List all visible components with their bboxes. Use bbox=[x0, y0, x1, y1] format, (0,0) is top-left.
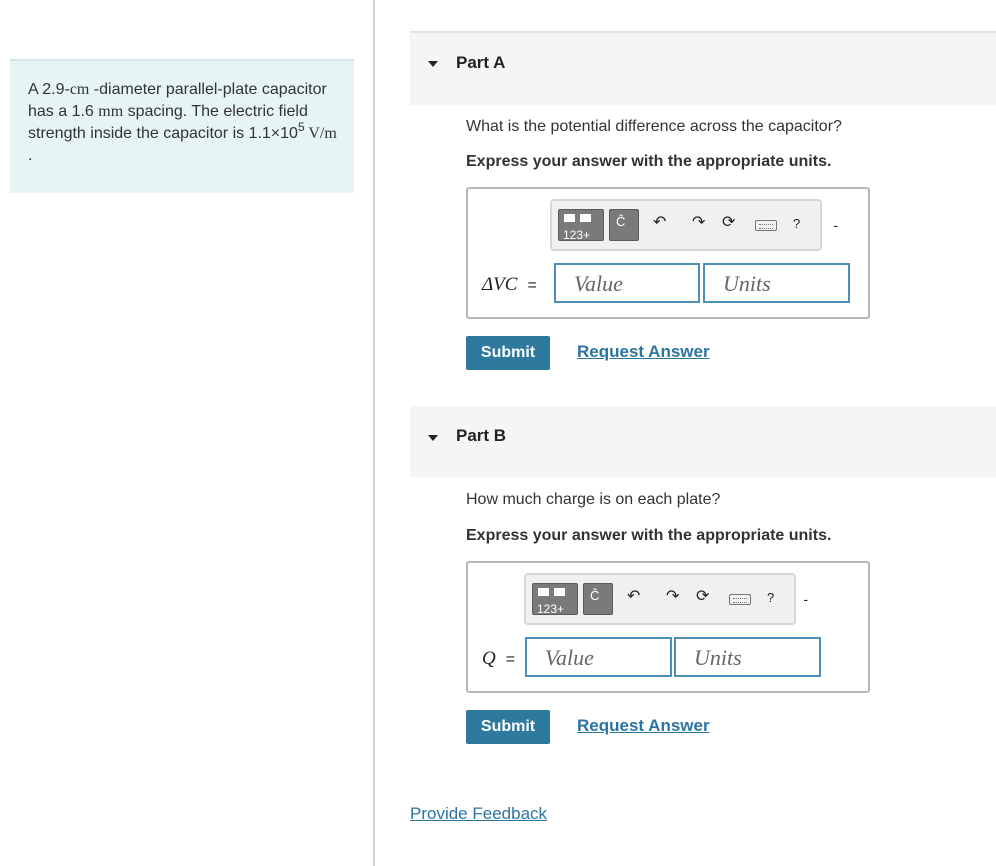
undo-icon[interactable]: ↶ bbox=[627, 588, 641, 605]
part-a-units-input[interactable]: Units bbox=[703, 263, 850, 303]
collapse-caret-icon[interactable] bbox=[428, 61, 438, 67]
redo-icon[interactable]: ↷ bbox=[692, 214, 706, 231]
greek-button[interactable] bbox=[609, 209, 639, 241]
templates-icon-part bbox=[580, 214, 591, 222]
templates-icon bbox=[538, 588, 549, 596]
part-a-instruction: Express your answer with the appropriate units. bbox=[466, 153, 832, 170]
greek-button[interactable] bbox=[583, 583, 613, 615]
part-b-submit-button[interactable]: Submit bbox=[466, 710, 550, 744]
greek-icon: Ĉ bbox=[616, 214, 626, 229]
problem-text-3: spacing. The electric field strength inside the capacitor is 1.1×10 bbox=[28, 103, 308, 142]
help-icon[interactable]: ? bbox=[793, 216, 801, 231]
templates-icon bbox=[564, 214, 575, 222]
part-a-variable-text: ΔVC bbox=[482, 274, 518, 295]
equals-sign: = bbox=[505, 651, 516, 668]
part-b-variable-text: Q bbox=[482, 648, 496, 669]
part-b-units-input[interactable]: Units bbox=[674, 637, 821, 677]
more-icon[interactable]: - bbox=[803, 591, 808, 607]
unit-vpm: V/m bbox=[304, 125, 337, 142]
templates-button[interactable] bbox=[558, 209, 604, 241]
part-a-header[interactable] bbox=[410, 31, 996, 105]
equals-sign: = bbox=[527, 277, 537, 294]
part-a-request-answer-link[interactable]: Request Answer bbox=[577, 342, 710, 361]
greek-icon: Ĉ bbox=[590, 588, 600, 603]
problem-text-2: -diameter parallel-plate capacitor has a 1.6 bbox=[28, 81, 327, 120]
part-b-answer-box bbox=[466, 561, 870, 693]
part-a-math-toolbar bbox=[550, 199, 822, 251]
keyboard-icon[interactable] bbox=[729, 594, 751, 605]
part-a-value-input[interactable]: Value bbox=[554, 263, 700, 303]
part-b-instruction: Express your answer with the appropriate units. bbox=[466, 527, 832, 544]
part-a-answer-box bbox=[466, 187, 870, 319]
column-divider bbox=[373, 0, 375, 866]
exponent: 5 bbox=[297, 120, 305, 134]
undo-icon[interactable]: ↶ bbox=[653, 214, 667, 231]
templates-label: 123+ bbox=[563, 228, 591, 242]
part-a-submit-button[interactable]: Submit bbox=[466, 336, 550, 370]
redo-icon[interactable]: ↷ bbox=[666, 588, 680, 605]
problem-text-4: . bbox=[28, 147, 33, 164]
more-icon[interactable]: - bbox=[833, 217, 838, 233]
keyboard-icon[interactable] bbox=[755, 220, 777, 231]
part-b-value-input[interactable]: Value bbox=[525, 637, 672, 677]
help-icon[interactable]: ? bbox=[767, 590, 775, 605]
part-b-math-toolbar bbox=[524, 573, 796, 625]
part-b-header[interactable] bbox=[410, 406, 996, 477]
problem-text-1: A 2.9- bbox=[28, 81, 70, 98]
part-a-title: Part A bbox=[456, 53, 506, 72]
provide-feedback-link[interactable]: Provide Feedback bbox=[410, 804, 548, 823]
part-a-question: What is the potential difference across the capacitor? bbox=[466, 118, 842, 135]
part-b-variable bbox=[482, 648, 515, 670]
part-b-title: Part B bbox=[456, 426, 507, 445]
collapse-caret-icon[interactable] bbox=[428, 435, 438, 441]
part-b-request-answer-link[interactable]: Request Answer bbox=[577, 716, 710, 735]
part-a-variable bbox=[482, 274, 537, 296]
templates-label: 123+ bbox=[537, 602, 565, 616]
templates-button[interactable] bbox=[532, 583, 578, 615]
problem-statement bbox=[10, 59, 354, 193]
unit-mm: mm bbox=[98, 103, 124, 120]
reset-icon[interactable]: ⟳ bbox=[696, 588, 710, 605]
part-b-question: How much charge is on each plate? bbox=[466, 491, 721, 508]
unit-cm: cm bbox=[69, 81, 90, 98]
templates-icon-part bbox=[554, 588, 565, 596]
reset-icon[interactable]: ⟳ bbox=[722, 214, 736, 231]
